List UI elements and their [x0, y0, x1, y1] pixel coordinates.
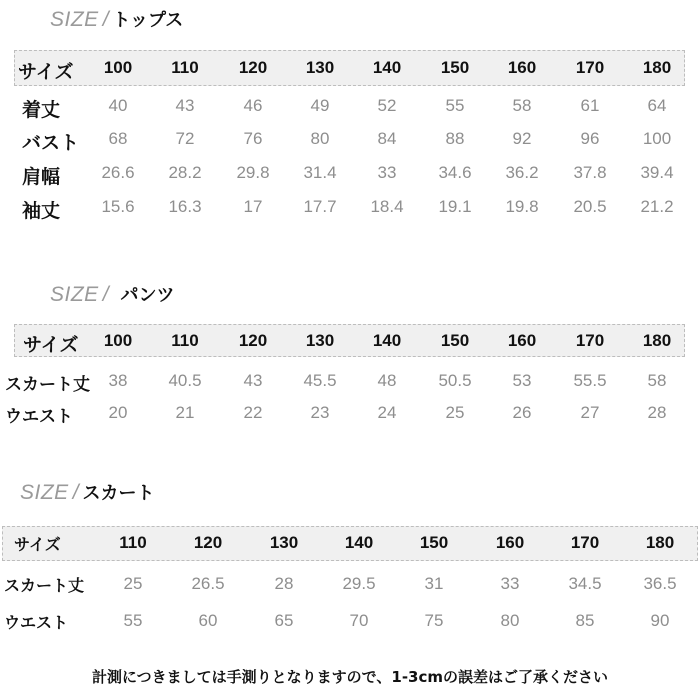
pants-title — [50, 281, 175, 307]
measurement-value: 48 — [377, 371, 397, 390]
size-header-cell: 130 — [269, 533, 299, 552]
measurement-value: 76 — [243, 129, 263, 148]
measurement-value: 19.8 — [505, 197, 539, 216]
tops-title-name: トップス — [112, 10, 184, 31]
size-header-cell: 120 — [238, 58, 268, 77]
size-header-cell: 120 — [238, 331, 268, 350]
size-header-cell: 160 — [507, 58, 537, 77]
measurement-value: 29.8 — [236, 163, 270, 182]
measurement-value: 39.4 — [640, 163, 674, 182]
measurement-value: 34.5 — [568, 574, 602, 593]
measurement-value: 21 — [175, 403, 195, 422]
size-header-cell: 150 — [440, 58, 470, 77]
measurement-value: 36.2 — [505, 163, 539, 182]
measurement-value: 43 — [243, 371, 263, 390]
measurement-value: 72 — [175, 129, 195, 148]
size-header-label: サイズ — [14, 535, 61, 554]
size-header-cell: 140 — [372, 331, 402, 350]
measurement-value: 60 — [198, 611, 218, 630]
measurement-value: 17.7 — [303, 197, 337, 216]
size-word: SIZE — [50, 8, 99, 31]
measurement-value: 65 — [274, 611, 294, 630]
size-header-cell: 140 — [372, 58, 402, 77]
size-header-cell: 110 — [119, 533, 147, 552]
measurement-value: 37.8 — [573, 163, 607, 182]
measurement-value: 26.5 — [191, 574, 225, 593]
measurement-value: 80 — [310, 129, 330, 148]
measurement-label: スカート丈 — [4, 576, 85, 595]
measurement-value: 20 — [108, 403, 128, 422]
measurement-value: 38 — [108, 371, 128, 390]
measurement-value: 80 — [500, 611, 520, 630]
size-header-cell: 170 — [575, 331, 605, 350]
size-header-cell: 100 — [103, 58, 133, 77]
measurement-value: 28.2 — [168, 163, 202, 182]
size-header-cell: 180 — [645, 533, 675, 552]
tops-title — [50, 6, 183, 32]
measurement-value: 33 — [377, 163, 397, 182]
measurement-value: 31.4 — [303, 163, 337, 182]
measurement-value: 55 — [445, 96, 465, 115]
size-header-cell: 130 — [305, 58, 335, 77]
measurement-value: 26 — [512, 403, 532, 422]
measurement-value: 68 — [108, 129, 128, 148]
size-header-cell: 160 — [507, 331, 537, 350]
measurement-value: 45.5 — [303, 371, 337, 390]
measurement-value: 27 — [580, 403, 600, 422]
size-word: SIZE — [20, 481, 69, 504]
measurement-value: 96 — [580, 129, 600, 148]
measurement-value: 43 — [175, 96, 195, 115]
size-header-cell: 110 — [171, 58, 199, 77]
measurement-value: 40.5 — [168, 371, 202, 390]
measurement-value: 34.6 — [438, 163, 472, 182]
measurement-value: 40 — [108, 96, 128, 115]
measurement-label: ウエスト — [4, 613, 69, 632]
measurement-value: 36.5 — [643, 574, 677, 593]
measurement-value: 31 — [424, 574, 444, 593]
measurement-value: 25 — [445, 403, 465, 422]
measurement-value: 53 — [512, 371, 532, 390]
measurement-value: 90 — [650, 611, 670, 630]
measurement-value: 75 — [424, 611, 444, 630]
measurement-value: 100 — [642, 129, 672, 148]
size-header-cell: 170 — [575, 58, 605, 77]
skirt-title — [20, 479, 155, 505]
size-word: SIZE — [50, 283, 99, 306]
size-header-label: サイズ — [23, 334, 79, 356]
measurement-value: 46 — [243, 96, 263, 115]
measurement-label: 肩幅 — [22, 166, 61, 188]
measurement-value: 23 — [310, 403, 330, 422]
pants-title-name: パンツ — [120, 285, 175, 306]
measurement-value: 24 — [377, 403, 397, 422]
title-slash: / — [102, 8, 109, 31]
measurement-label: 着丈 — [22, 99, 61, 121]
size-header-cell: 180 — [642, 58, 672, 77]
measurement-value: 50.5 — [438, 371, 472, 390]
measurement-value: 28 — [647, 403, 667, 422]
measurement-value: 55.5 — [573, 371, 607, 390]
size-header-cell: 120 — [193, 533, 223, 552]
skirt-title-name: スカート — [82, 483, 155, 504]
measurement-value: 33 — [500, 574, 520, 593]
measurement-value: 92 — [512, 129, 532, 148]
size-header-cell: 110 — [171, 331, 199, 350]
size-header-cell: 150 — [419, 533, 449, 552]
measurement-value: 22 — [243, 403, 263, 422]
measurement-value: 88 — [445, 129, 465, 148]
size-header-cell: 150 — [440, 331, 470, 350]
size-header-cell: 130 — [305, 331, 335, 350]
title-slash: / — [72, 481, 79, 504]
size-header-cell: 140 — [344, 533, 374, 552]
measurement-value: 18.4 — [370, 197, 404, 216]
measurement-value: 55 — [123, 611, 143, 630]
measurement-value: 28 — [274, 574, 294, 593]
measurement-value: 58 — [647, 371, 667, 390]
measurement-label: ウエスト — [5, 407, 73, 427]
measurement-value: 29.5 — [342, 574, 376, 593]
measurement-value: 85 — [575, 611, 595, 630]
measurement-value: 16.3 — [168, 197, 202, 216]
measurement-value: 19.1 — [438, 197, 472, 216]
title-slash: / — [102, 283, 109, 306]
size-header-cell: 180 — [642, 331, 672, 350]
measurement-value: 17 — [243, 197, 263, 216]
measurement-value: 58 — [512, 96, 532, 115]
measurement-label: 袖丈 — [22, 200, 61, 222]
measurement-value: 84 — [377, 129, 397, 148]
measurement-value: 15.6 — [101, 197, 135, 216]
measurement-value: 70 — [349, 611, 369, 630]
measurement-label: スカート丈 — [5, 375, 90, 395]
size-header-cell: 100 — [103, 331, 133, 350]
measurement-note: 計測につきましては手測りとなりますので、1-3cmの誤差はご了承ください — [91, 668, 609, 686]
size-header-label: サイズ — [18, 61, 74, 83]
measurement-value: 21.2 — [640, 197, 674, 216]
measurement-label: バスト — [22, 132, 80, 154]
size-header-cell: 160 — [495, 533, 525, 552]
measurement-value: 26.6 — [101, 163, 135, 182]
measurement-value: 64 — [647, 96, 667, 115]
measurement-value: 49 — [310, 96, 330, 115]
measurement-value: 25 — [123, 574, 143, 593]
measurement-value: 20.5 — [573, 197, 607, 216]
measurement-value: 61 — [580, 96, 600, 115]
measurement-value: 52 — [377, 96, 397, 115]
size-header-cell: 170 — [570, 533, 600, 552]
